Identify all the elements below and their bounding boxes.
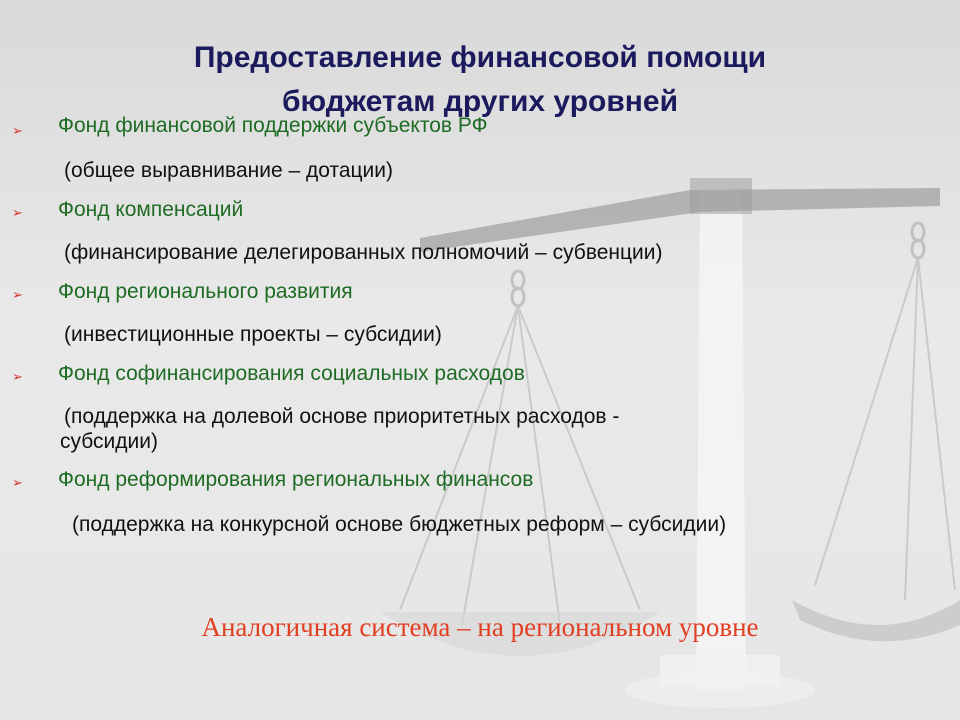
title-line-1: Предоставление финансовой помощи [193,41,767,74]
fund-description-continued: субсидии) [60,430,158,453]
page-title [60,36,900,124]
fund-description: (поддержка на конкурсной основе бюджетных реформ – субсидии) [72,513,727,536]
arrowhead-bullet-icon: ➢ [12,288,23,303]
arrowhead-bullet-icon: ➢ [12,206,23,221]
arrowhead-bullet-icon: ➢ [12,124,23,139]
fund-name: Фонд реформирования региональных финансов [58,468,534,491]
fund-name: Фонд софинансирования социальных расходов [58,362,525,385]
arrowhead-bullet-icon: ➢ [12,476,23,491]
fund-description: (поддержка на долевой основе приоритетных расходов - [64,405,620,428]
fund-name: Фонд финансовой поддержки субъектов РФ [58,114,488,137]
footer-note: Аналогичная система – на региональном уровне [201,612,759,642]
fund-description: (финансирование делегированных полномочий – субвенции) [64,241,663,264]
fund-name: Фонд регионального развития [58,280,353,303]
fund-name: Фонд компенсаций [58,198,244,221]
title-line-2: бюджетам других уровней [281,85,679,118]
fund-description: (инвестиционные проекты – субсидии) [64,323,442,346]
fund-description: (общее выравнивание – дотации) [64,159,393,182]
arrowhead-bullet-icon: ➢ [12,370,23,385]
